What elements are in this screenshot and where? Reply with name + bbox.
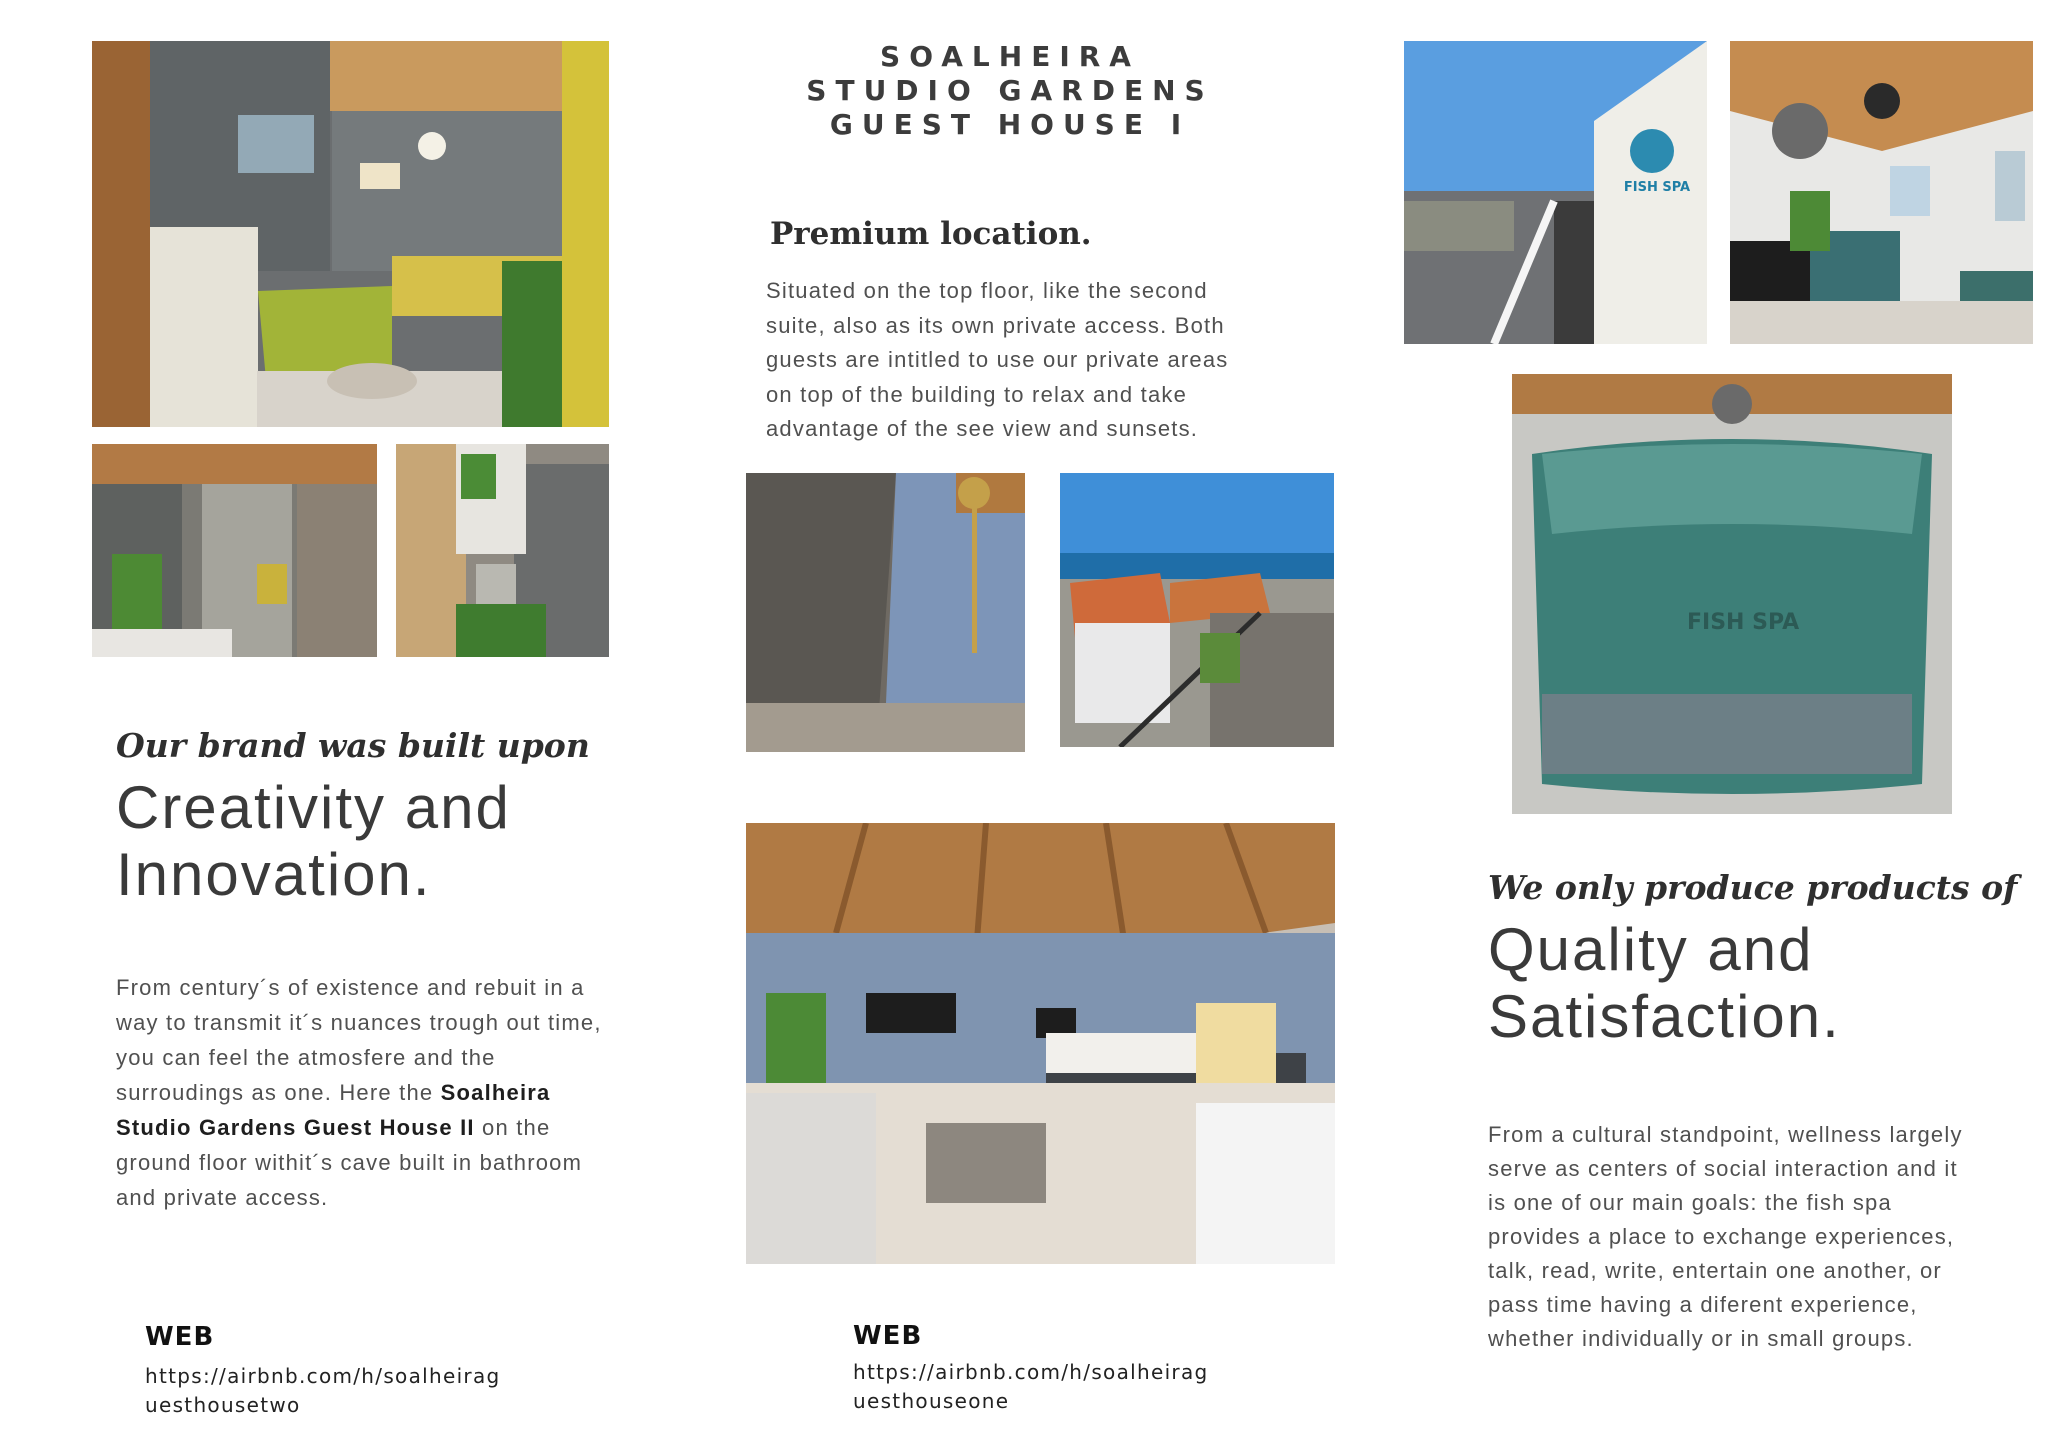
photo-fish-spa-balcony — [1404, 41, 1707, 344]
url-line: uesthousetwo — [145, 1393, 301, 1417]
brand-line-text: surroudings as one. Here the — [116, 1080, 441, 1105]
brand-line: ground floor withit´s cave built in bathroom — [116, 1150, 583, 1175]
brand-line-text: on the — [474, 1115, 551, 1140]
quality-line: pass time having a diferent experience, — [1488, 1292, 1918, 1317]
premium-line: guests are intitled to use our private areas — [766, 347, 1229, 372]
web-label-left: WEB — [145, 1322, 215, 1352]
title-line-2: STUDIO GARDENS — [806, 74, 1214, 107]
quality-big-line-1: Quality and — [1488, 916, 1814, 983]
brand-subheading: Our brand was built upon — [116, 726, 590, 765]
brand-line — [116, 1110, 602, 1145]
premium-line: suite, also as its own private access. Both — [766, 312, 1225, 338]
photo-fish-spa-tank — [1512, 374, 1952, 814]
brand-highlight: Studio Gardens Guest House II — [116, 1115, 475, 1140]
quality-paragraph — [1488, 1118, 1963, 1356]
quality-big-line-2: Satisfaction. — [1488, 983, 1841, 1050]
brand-highlight: Soalheira — [440, 1080, 551, 1105]
quality-big-heading — [1488, 916, 1841, 1050]
brochure-title — [780, 40, 1240, 142]
quality-line: serve as centers of social interaction and it — [1488, 1156, 1958, 1181]
quality-line: is one of our main goals: the fish spa — [1488, 1190, 1892, 1215]
quality-line: whether individually or in small groups. — [1488, 1326, 1914, 1351]
photo-bathroom-shower — [92, 444, 377, 657]
brand-line: you can feel the atmosfere and the — [116, 1045, 496, 1070]
brand-line: From century´s of existence and rebuit in a — [116, 975, 585, 1000]
brand-big-line-1: Creativity and — [116, 774, 511, 841]
premium-line: Situated on the top floor, like the second — [766, 278, 1208, 303]
quality-subheading: We only produce products of — [1488, 868, 2018, 907]
premium-line: on top of the building to relax and take — [766, 381, 1188, 407]
photo-sea-view-terrace — [1060, 473, 1334, 747]
photo-patio-garden — [396, 444, 609, 657]
url-line: uesthouseone — [853, 1389, 1010, 1413]
airbnb-link-house-two[interactable] — [145, 1362, 501, 1420]
tank-glass-text: FISH SPA — [1687, 610, 1800, 635]
url-line: https://airbnb.com/h/soalheirag — [145, 1364, 501, 1388]
quality-line: From a cultural standpoint, wellness largely — [1488, 1122, 1963, 1147]
web-label-center: WEB — [853, 1321, 923, 1351]
brand-line — [116, 1075, 602, 1110]
premium-paragraph — [766, 274, 1228, 447]
premium-heading: Premium location. — [770, 216, 1092, 252]
photo-spa-lounge-chandelier — [1730, 41, 2033, 344]
brand-big-heading — [116, 774, 511, 908]
brand-big-line-2: Innovation. — [116, 841, 432, 908]
premium-line: advantage of the see view and sunsets. — [766, 416, 1199, 441]
brand-line: and private access. — [116, 1185, 329, 1210]
quality-line: talk, read, write, entertain one another, or — [1488, 1258, 1942, 1283]
title-line-1: SOALHEIRA — [880, 40, 1140, 73]
photo-cave-shower — [746, 473, 1025, 752]
quality-line: provides a place to exchange experiences, — [1488, 1224, 1955, 1249]
fish-spa-sign: FISH SPA — [1623, 180, 1691, 195]
url-line: https://airbnb.com/h/soalheirag — [853, 1360, 1209, 1384]
brand-line: way to transmit it´s nuances trough out time, — [116, 1010, 602, 1035]
photo-attic-bedroom — [746, 823, 1335, 1264]
title-line-3: GUEST HOUSE I — [829, 108, 1191, 141]
photo-stone-living-room — [92, 41, 609, 427]
brand-paragraph — [116, 970, 602, 1215]
airbnb-link-house-one[interactable] — [853, 1358, 1209, 1416]
